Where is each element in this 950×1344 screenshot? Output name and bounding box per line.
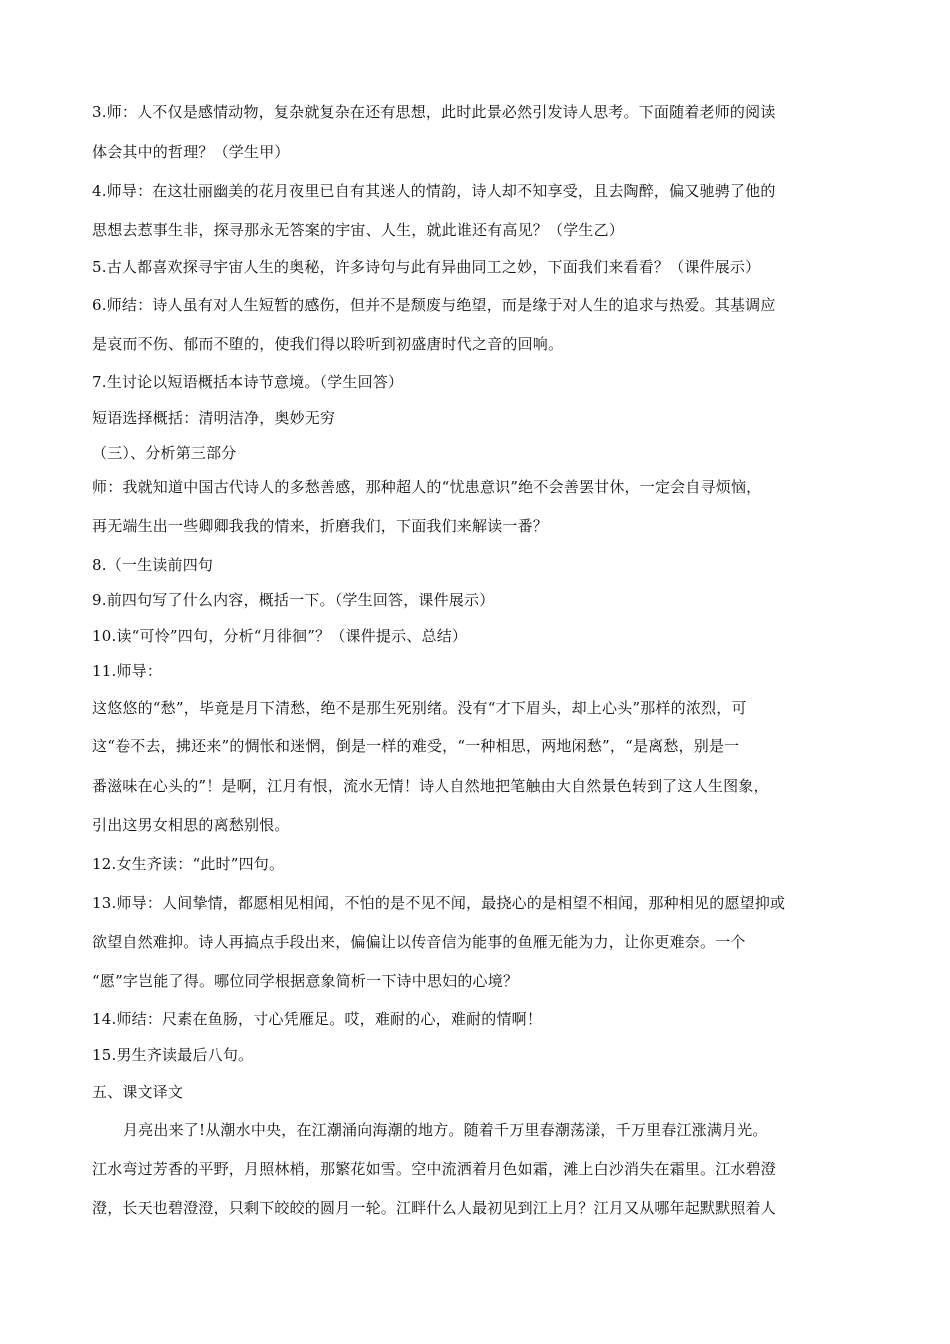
text-line: 澄，长天也碧澄澄，只剩下皎皎的圆月一轮。江畔什么人最初见到江上月？江月又从哪年起默默照着人: [92, 1199, 777, 1217]
text-line: 江水弯过芳香的平野，月照林梢，那繁花如雪。空中流洒着月色如霜，滩上白沙消失在霜里。江水碧澄: [92, 1160, 777, 1178]
text-line: 5.古人都喜欢探寻宇宙人生的奥秘，许多诗句与此有异曲同工之妙，下面我们来看看？（课件展示）: [92, 258, 761, 276]
text-line: 欲望自然难抑。诗人再搞点手段出来，偏偏让以传音信为能事的鱼雁无能为力，让你更难奈。一个: [92, 933, 746, 951]
text-line: 3.师：人不仅是感情动物，复杂就复杂在还有思想，此时此景必然引发诗人思考。下面随着老师的阅读: [92, 103, 776, 121]
text-line: 10.读“可怜”四句，分析“月徘徊”？（课件提示、总结）: [92, 627, 468, 645]
text-line: 思想去惹事生非，探寻那永无答案的宇宙、人生，就此谁还有高见？（学生乙）: [92, 221, 625, 239]
text-line: 是哀而不伤、郁而不堕的，使我们得以聆听到初盛唐时代之音的回响。: [92, 335, 564, 353]
text-line: “愿”字岂能了得。哪位同学根据意象简析一下诗中思妇的心境？: [92, 972, 519, 990]
text-line: 番滋味在心头的”！是啊，江月有恨，流水无情！诗人自然地把笔触由大自然景色转到了这人生图象，: [92, 777, 769, 795]
text-line: 引出这男女相思的离愁别恨。: [92, 816, 290, 834]
text-line: 体会其中的哲理？（学生甲）: [92, 143, 290, 161]
text-line: 14.师结：尺素在鱼肠，寸心凭雁足。哎，难耐的心，难耐的情啊！: [92, 1010, 543, 1028]
section-heading: （三）、分析第三部分: [92, 444, 237, 462]
text-line: 15.男生齐读最后八句。: [92, 1046, 254, 1064]
text-line: 11.师导：: [92, 662, 163, 680]
text-line: 12.女生齐读：“此时”四句。: [92, 855, 285, 873]
text-line: 这悠悠的“愁”，毕竟是月下清愁，绝不是那生死别绪。没有“才下眉头，却上心头”那样的浓烈，可: [92, 699, 747, 717]
text-line: 月亮出来了!从潮水中央，在江潮涌向海潮的地方。随着千万里春潮荡漾，千万里春江涨满月光。: [123, 1121, 768, 1139]
section-heading: 五、课文译文: [92, 1083, 184, 1101]
text-line: 6.师结：诗人虽有对人生短暂的感伤，但并不是颓废与绝望，而是缘于对人生的追求与热爱。其基调应: [92, 296, 776, 314]
text-line: 师：我就知道中国古代诗人的多愁善感，那种超人的“忧患意识”绝不会善罢甘休，一定会自寻烦恼，: [92, 478, 762, 496]
text-line: 13.师导：人间挚情，都愿相见相闻，不怕的是不见不闻，最挠心的是相望不相闻，那种相见的愿望抑或: [92, 894, 786, 912]
text-line: 7.生讨论以短语概括本诗节意境。（学生回答）: [92, 373, 404, 391]
text-line: 4.师导：在这壮丽幽美的花月夜里已自有其迷人的情韵，诗人却不知享受，且去陶醉，偏又驰骋了他的: [92, 182, 776, 200]
text-line: 短语选择概括：清明洁净，奥妙无穷: [92, 409, 336, 427]
text-line: 这“卷不去，拂还来”的惆怅和迷惘，倒是一样的难受，“一种相思，两地闲愁”，“是离愁，别是一: [92, 737, 740, 755]
text-line: 8.（一生读前四句: [92, 556, 214, 574]
text-line: 9.前四句写了什么内容，概括一下。（学生回答，课件展示）: [92, 591, 495, 609]
text-line: 再无端生出一些卿卿我我的情来，折磨我们，下面我们来解读一番？: [92, 517, 549, 535]
